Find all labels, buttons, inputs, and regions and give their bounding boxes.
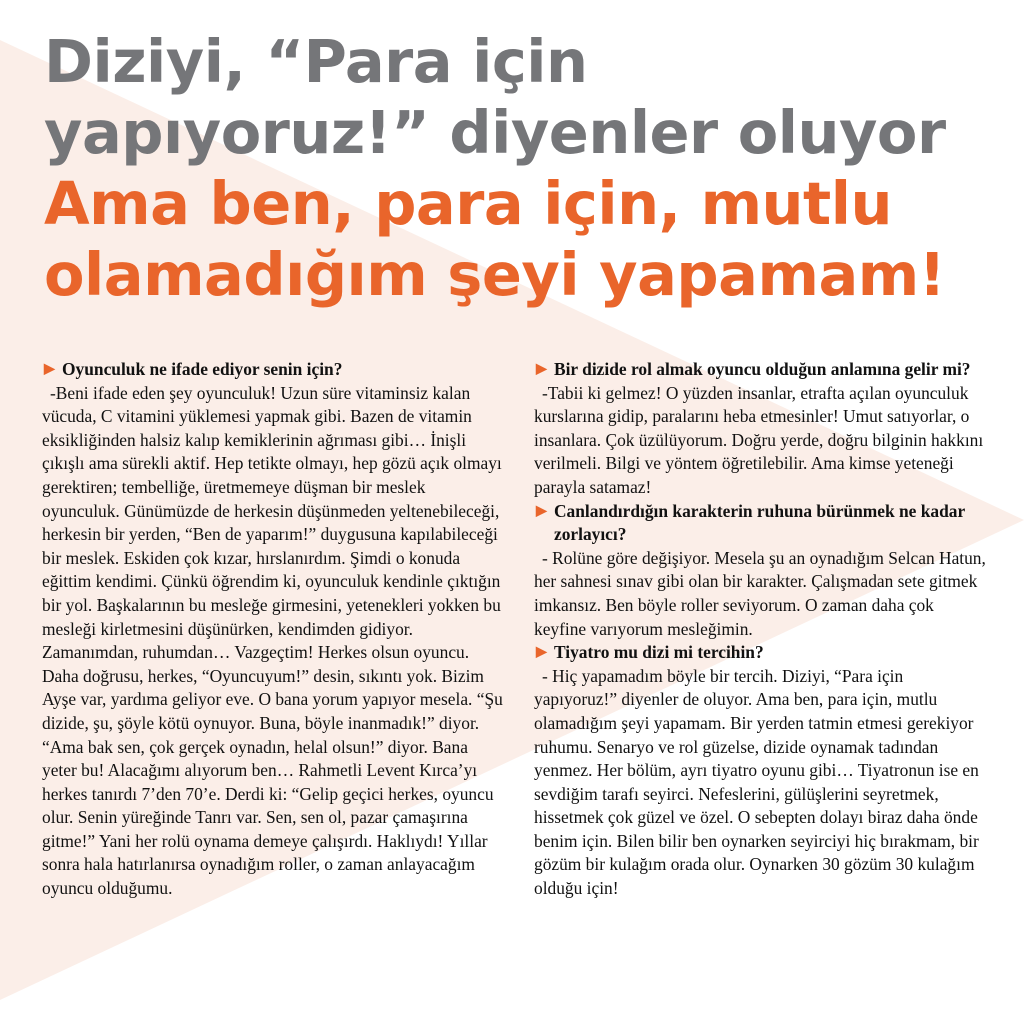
headline: [44, 26, 1004, 310]
triangle-bullet-icon: ▶: [536, 362, 547, 377]
answer-3: - Rolüne göre değişiyor. Mesela şu an oynadığım Selcan Hatun, her sahnesi sınav gibi olan bir karakter. Çalışmadan sete gitmek imkansız. Ben böyle roller seviyorum. O zaman daha çok keyfine varıyorum mesleğimin.: [534, 547, 986, 639]
triangle-bullet-icon: ▶: [44, 362, 55, 377]
question-text: Tiyatro mu dizi mi tercihin?: [554, 642, 764, 663]
headline-line-1: Diziyi, “Para için: [44, 27, 588, 96]
triangle-bullet-icon: ▶: [536, 503, 547, 519]
answer-1: -Beni ifade eden şey oyunculuk! Uzun süre vitaminsiz kalan vücuda, C vitamini yüklemesi yapmak gibi. Bazen de vitamin eksikliğinden halsiz kalıp kemiklerinin ağrıması gibi… İnişli çıkışlı ama sürekli aktif. Hep tetikte olmayı, hep gözü açık olmayı gerektiren; tembelliğe, üretmemeye düşman bir meslek oyunculuk. Günümüzde de herkesin düşünmeden yeltenebileceği, herkesin bir yerden, “Ben de yaparım!” duygusuna kapılabileceği bir meslek. Eskiden çok kızar, hırslanırdım. Şimdi o konuda eğittim kendimi. Çünkü öğrendim ki, oyunculuk kendinle çıktığın bir yol. Başkalarının bu mesleğe girmesini, yetenekleri yokken bu mesleği kirletmesini düşünürken, kendimden gidiyor. Zamanımdan, ruhumdan… Vazgeçtim! Herkes olsun oyuncu. Daha doğrusu, herkes, “Oyuncuyum!” desin, sıkıntı yok. Bizim Ayşe var, yardıma geliyor eve. O bana yorum yapıyor mesela. “Şu dizide, şu, şöyle kötü oynuyor. Buna, böyle inanmadık!” diyor. “Ama bak sen, çok gerçek oynadın, helal olsun!” diyor. Bana yeter bu! Alacağımı alıyorum ben… Rahmetli Levent Kırca’yı herkes tanırdı 7’den 70’e. Derdi ki: “Gelip geçici herkes, oyuncu olur. Senin yüreğinde Tanrı var. Sen, sen ol, pazar çamaşırına gitme!” Yani her rolü oynama demeye çalışırdı. Haklıydı! Yıllar sonra hala hatırlanırsa oynadığım roller, o zaman anlayacağım oyuncu olduğumu.: [42, 382, 503, 899]
triangle-bullet-icon: ▶: [536, 645, 547, 661]
left-column: [42, 358, 504, 901]
question-text: Oyunculuk ne ifade ediyor senin için?: [62, 359, 343, 379]
answer-2: -Tabii ki gelmez! O yüzden insanlar, etrafta açılan oyunculuk kurslarına gidip, paralarını heba etmesinler! Umut satıyorlar, o insanlara. Çok üzülüyorum. Doğru yerde, doğru bilginin hakkını verilmeli. Bilgi ve yöntem öğretilebilir. Ama kimse yeteneği parayla satamaz!: [534, 382, 984, 497]
question-text: Bir dizide rol almak oyuncu olduğun anlamına gelir mi?: [554, 359, 971, 379]
question-4: [534, 641, 986, 665]
answer-4: - Hiç yapamadım böyle bir tercih. Diziyi, “Para için yapıyoruz!” diyenler de oluyor. Ama ben, para için, mutlu olamadığım şeyi yapamam. Bir yerden tatmin etmesi gerekiyor ruhumu. Senaryo ve rol güzelse, dizide oynamak tadından yenmez. Her bölüm, ayrı tiyatro oyunu gibi… Tiyatronun ise en sevdiğim tarafı seyirci. Nefeslerini, gülüşlerini seyretmek, hissetmek çok güzel ve özel. O sebepten dolayı biraz daha önde benim için. Bilen bilir ben oynarken seyirciyi hiç bırakmam, bir gözüm bir kulağım orada olur. Oynarken 30 gözüm 30 kulağım olduğu için!: [534, 665, 979, 899]
headline-line-2: yapıyoruz!” diyenler oluyor: [44, 98, 946, 167]
headline-line-4: olamadığım şeyi yapamam!: [44, 240, 946, 309]
right-column: [534, 358, 986, 901]
question-text: Canlandırdığın karakterin ruhuna bürünmek ne kadar zorlayıcı?: [554, 500, 965, 545]
question-2: [534, 358, 986, 382]
headline-line-3: Ama ben, para için, mutlu: [44, 169, 892, 238]
question-1: [42, 358, 504, 382]
question-3: [534, 500, 986, 547]
